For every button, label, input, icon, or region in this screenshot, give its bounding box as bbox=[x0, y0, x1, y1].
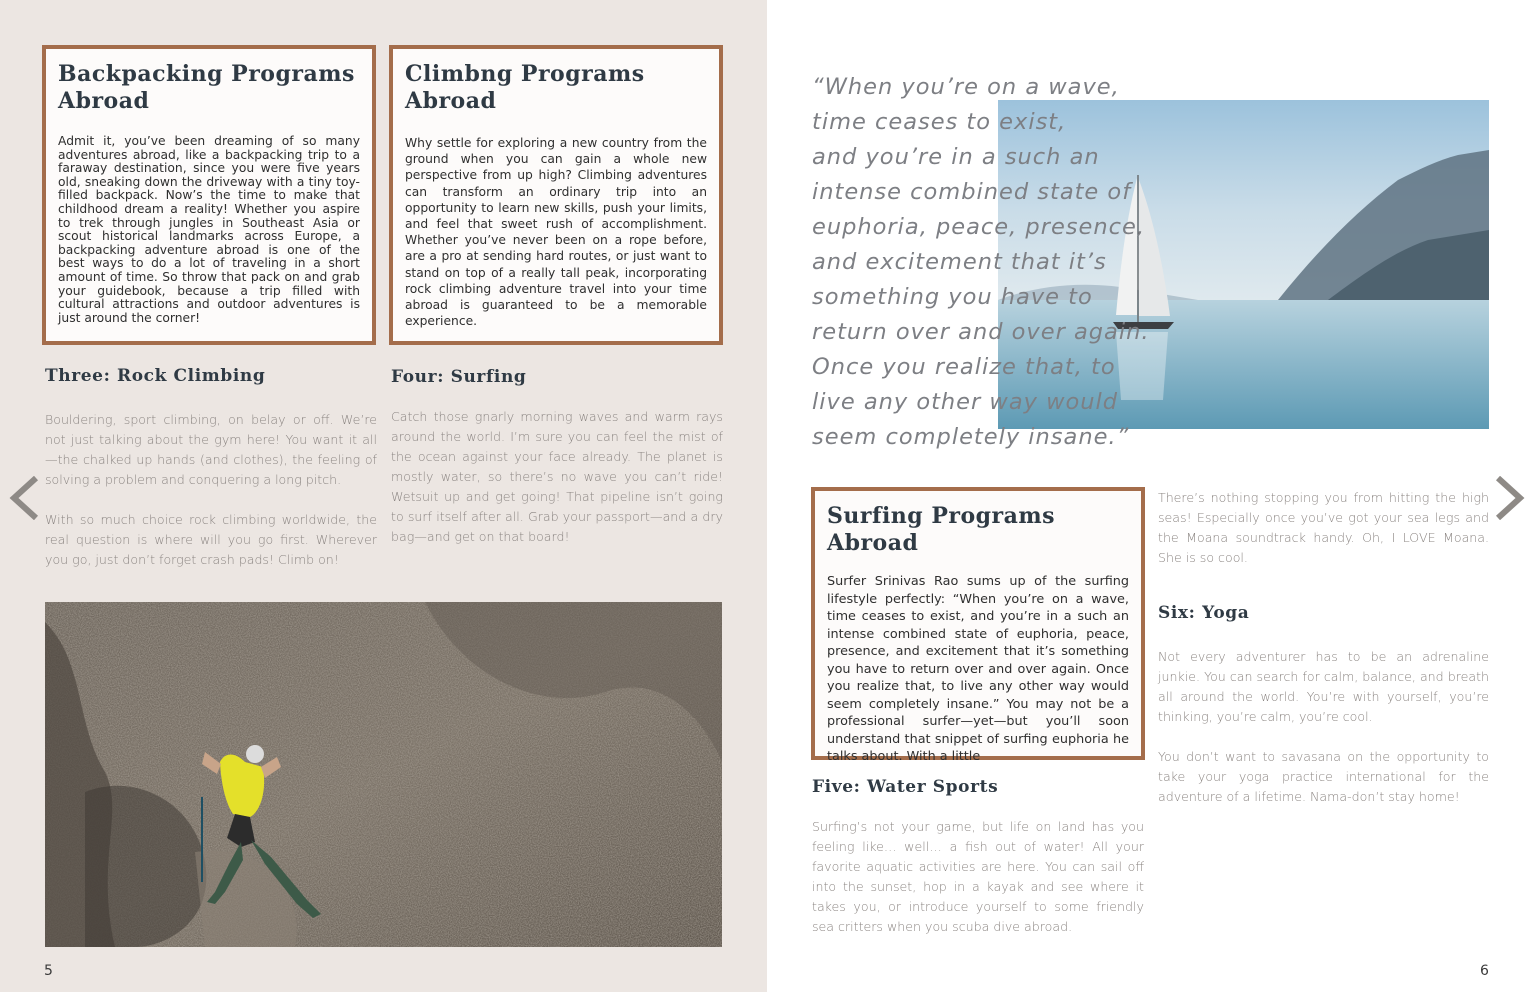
high-seas-paragraph: There’s nothing stopping you from hitting the high seas! Especially once you’ve got your sea legs and the Moana soundtrack handy. Oh, I LOVE Moana. She is so cool. bbox=[1158, 490, 1489, 565]
section-yoga-body bbox=[1158, 647, 1489, 807]
climbing-programs-body: Why settle for exploring a new country from the ground when you can gain a whole new perspective from up high? Climbing adventures can transform an ordinary trip into an opportunity to learn new skills, push your limits, and feel that sweet rush of accomplishment. Whether you’ve never been on a rope before, are a pro at sending hard routes, or just want to stand on top of a really tall peak, incorporating rock climbing adventure travel into your time abroad is guaranteed to be a memorable experience. bbox=[405, 136, 707, 329]
section-rock-climbing-title: Three: Rock Climbing bbox=[45, 366, 266, 386]
surfing-paragraph-1: Catch those gnarly morning waves and warm rays around the world. I’m sure you can feel the mist of the ocean against your face already. The planet is mostly water, so there’s no wave you can’t ride! Wetsuit up and get going! That pipeline isn’t going to surf itself after all. Grab your passport—and a dry bag—and get on that board! bbox=[391, 409, 723, 544]
climbing-programs-title: Climbng Programs Abroad bbox=[405, 61, 645, 114]
surfing-programs-body: Surfer Srinivas Rao sums up of the surfing lifestyle perfectly: “When you’re on a wave, time ceases to exist, and you’re in a such an intense combined state of euphoria, peace, presence, and excitement that it’s something you have to return over and over again. Once you realize that, to live any other way would seem completely insane.” You may not be a professional surfer—yet—but you’ll soon understand that snippet of surfing euphoria he talks about. With a little bbox=[827, 574, 1129, 764]
surfing-programs-box bbox=[811, 487, 1145, 764]
backpacking-programs-box bbox=[42, 45, 376, 345]
surfing-programs-title: Surfing Programs Abroad bbox=[827, 503, 1056, 556]
next-page-button[interactable] bbox=[1494, 476, 1528, 520]
high-seas-text bbox=[1158, 488, 1489, 568]
chevron-right-icon bbox=[1494, 476, 1528, 520]
page-number-left: 5 bbox=[44, 963, 53, 979]
section-yoga-title: Six: Yoga bbox=[1158, 603, 1250, 623]
rock-climbing-paragraph-1: Bouldering, sport climbing, on belay or off. We’re not just talking about the gym here! You want it all—the chalked up hands (and clothes), the feeling of solving a problem and conquering a long pitch. bbox=[45, 412, 377, 487]
section-rock-climbing-body bbox=[45, 410, 377, 570]
page-number-right: 6 bbox=[1480, 963, 1489, 979]
section-surfing-body bbox=[391, 407, 723, 547]
yoga-paragraph-1: Not every adventurer has to be an adrenaline junkie. You can search for calm, balance, and breath all around the world. You’re with yourself, you’re thinking, you’re calm, you’re cool. bbox=[1158, 649, 1489, 724]
section-water-sports-title: Five: Water Sports bbox=[812, 777, 999, 797]
backpacking-programs-title: Backpacking Programs Abroad bbox=[58, 61, 355, 114]
chevron-left-icon bbox=[6, 476, 40, 520]
backpacking-programs-body: Admit it, you’ve been dreaming of so many adventures abroad, like a backpacking trip to a faraway destination, since you were five years old, sneaking down the driveway with a tiny toy-filled backpack. Now’s the time to make that childhood dream a reality! Whether you aspire to trek through jungles in Southeast Asia or scout historical landmarks across Europe, a backpacking adventure abroad is one of the best ways to do a lot of traveling in a short amount of time. So throw that pack on and grab your guidebook, because a trip filled with cultural attractions and outdoor adventures is just around the corner! bbox=[58, 134, 360, 325]
water-sports-paragraph-1: Surfing’s not your game, but life on land has you feeling like… well… a fish out of water! All your favorite aquatic activities are here. You can sail off into the sunset, hop in a kayak and see where it takes you, or introduce yourself to some friendly sea critters when you scuba dive abroad. bbox=[812, 819, 1144, 934]
section-water-sports-body bbox=[812, 817, 1144, 937]
previous-page-button[interactable] bbox=[6, 476, 40, 520]
yoga-paragraph-2: You don’t want to savasana on the opportunity to take your yoga practice international for the adventure of a lifetime. Nama-don’t stay home! bbox=[1158, 749, 1489, 804]
rock-climbing-paragraph-2: With so much choice rock climbing worldwide, the real question is where will you go first. Wherever you go, just don’t forget crash pads! Climb on! bbox=[45, 512, 377, 567]
section-surfing-title: Four: Surfing bbox=[391, 367, 527, 387]
climbing-programs-box bbox=[389, 45, 723, 345]
pull-quote: “When you’re on a wave, time ceases to exist, and you’re in a such an intense combined state of euphoria, peace, presence, and excitement that it’s something you have to return over and over again. Once you realize that, to live any other way would seem completely insane.” bbox=[812, 74, 1150, 450]
rock-climber-photo bbox=[45, 602, 722, 947]
